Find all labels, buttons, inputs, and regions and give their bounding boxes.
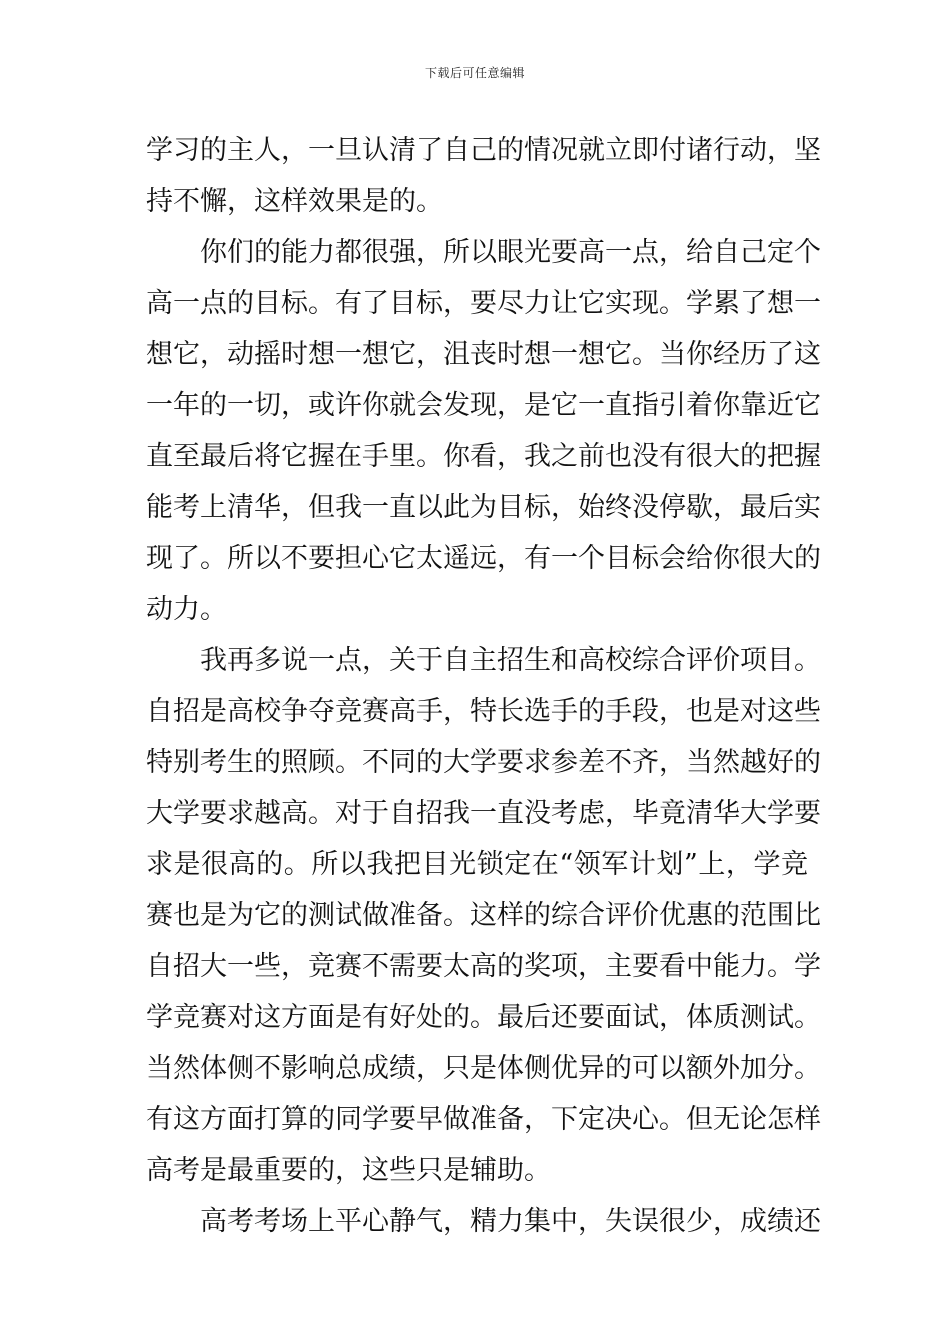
text-line: 高考考场上平心静气，精力集中，失误很少，成绩还 <box>200 1206 821 1237</box>
paragraph <box>146 227 821 635</box>
text-line: 动力。 <box>146 594 227 625</box>
page-header: 下载后可任意编辑 <box>424 66 525 80</box>
paragraph <box>146 125 821 227</box>
text-line: 自招大一些，竞赛不需要太高的奖项，主要看中能力。学 <box>146 951 821 982</box>
paragraph <box>146 635 821 1196</box>
text-line: 我再多说一点，关于自主招生和高校综合评价项目。 <box>200 645 821 676</box>
text-line: 你们的能力都很强，所以眼光要高一点，给自己定个 <box>200 237 821 268</box>
text-line: 高一点的目标。有了目标，要尽力让它实现。学累了想一 <box>146 288 821 319</box>
text-line: 有这方面打算的同学要早做准备，下定决心。但无论怎样 <box>146 1104 821 1135</box>
text-line: 持不懈，这样效果是的。 <box>146 186 443 217</box>
text-line: 学竞赛对这方面是有好处的。最后还要面试，体质测试。 <box>146 1002 821 1033</box>
text-line: 直至最后将它握在手里。你看，我之前也没有很大的把握 <box>146 441 821 472</box>
text-line: 当然体侧不影响总成绩，只是体侧优异的可以额外加分。 <box>146 1053 821 1084</box>
text-line: 一年的一切，或许你就会发现，是它一直指引着你靠近它 <box>146 390 821 421</box>
text-line: 能考上清华，但我一直以此为目标，始终没停歇，最后实 <box>146 492 821 523</box>
text-line: 现了。所以不要担心它太遥远，有一个目标会给你很大的 <box>146 543 821 574</box>
paragraph <box>146 1196 821 1247</box>
document-body <box>146 125 821 1247</box>
text-line: 自招是高校争夺竞赛高手，特长选手的手段，也是对这些 <box>146 696 821 727</box>
text-line: 想它，动摇时想一想它，沮丧时想一想它。当你经历了这 <box>146 339 821 370</box>
text-line: 赛也是为它的测试做准备。这样的综合评价优惠的范围比 <box>146 900 821 931</box>
text-line: 特别考生的照顾。不同的大学要求参差不齐，当然越好的 <box>146 747 821 778</box>
text-line: 高考是最重要的，这些只是辅助。 <box>146 1155 551 1186</box>
text-line: 大学要求越高。对于自招我一直没考虑，毕竟清华大学要 <box>146 798 821 829</box>
text-line: 学习的主人，一旦认清了自己的情况就立即付诸行动，坚 <box>146 135 821 166</box>
text-line: 求是很高的。所以我把目光锁定在“领军计划”上，学竞 <box>146 849 808 880</box>
